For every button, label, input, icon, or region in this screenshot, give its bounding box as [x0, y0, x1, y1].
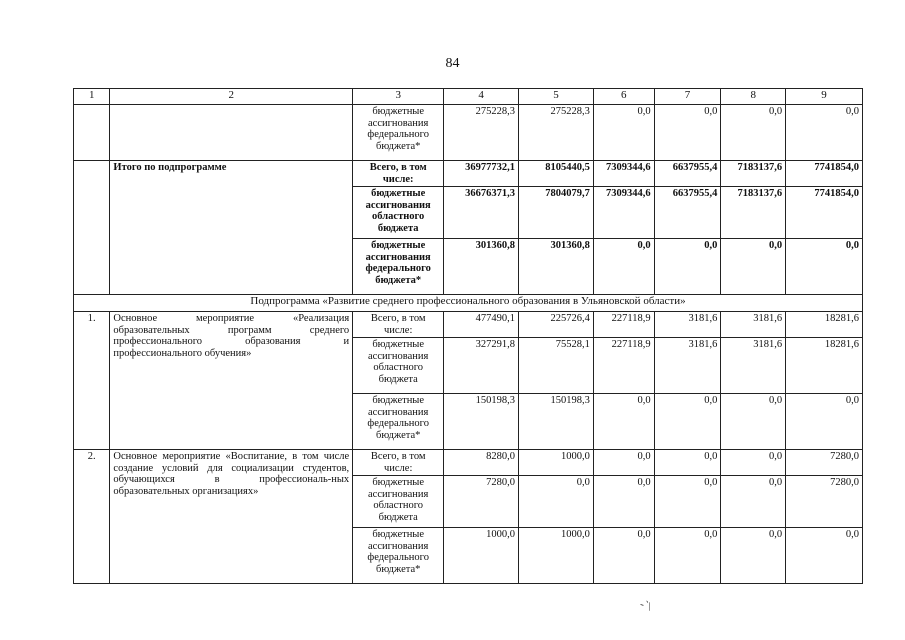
- value-cell: 8280,0: [444, 450, 519, 476]
- value-cell: 7280,0: [786, 476, 863, 528]
- funding-source: бюджетные ассигнования областного бюджета: [353, 338, 444, 394]
- value-cell: 3181,6: [721, 338, 786, 394]
- value-cell: 0,0: [654, 239, 721, 295]
- table-row: [74, 161, 863, 187]
- value-cell: 1000,0: [519, 528, 594, 584]
- value-cell: 6637955,4: [654, 187, 721, 239]
- funding-source: бюджетные ассигнования федерального бюджета*: [353, 105, 444, 161]
- funding-source: Всего, в том числе:: [353, 312, 444, 338]
- funding-source: бюджетные ассигнования федерального бюджета*: [353, 528, 444, 584]
- value-cell: 7280,0: [786, 450, 863, 476]
- value-cell: 0,0: [654, 476, 721, 528]
- value-cell: 301360,8: [444, 239, 519, 295]
- value-cell: 18281,6: [786, 312, 863, 338]
- value-cell: 0,0: [786, 394, 863, 450]
- value-cell: 0,0: [721, 239, 786, 295]
- column-number-row: [74, 89, 863, 105]
- value-cell: 7741854,0: [786, 187, 863, 239]
- table-row: [74, 312, 863, 338]
- value-cell: 7804079,7: [519, 187, 594, 239]
- value-cell: 6637955,4: [654, 161, 721, 187]
- col-header-6: 6: [593, 89, 654, 105]
- value-cell: 8105440,5: [519, 161, 594, 187]
- value-cell: 0,0: [786, 528, 863, 584]
- value-cell: 0,0: [786, 105, 863, 161]
- value-cell: 0,0: [593, 476, 654, 528]
- value-cell: 7280,0: [444, 476, 519, 528]
- subprogram-title: Подпрограмма «Развитие среднего профессионального образования в Ульяновской области»: [74, 295, 863, 312]
- item-number: 2.: [74, 450, 110, 584]
- value-cell: 3181,6: [654, 338, 721, 394]
- col-header-2: 2: [110, 89, 353, 105]
- value-cell: 3181,6: [654, 312, 721, 338]
- value-cell: 7309344,6: [593, 187, 654, 239]
- value-cell: 0,0: [721, 528, 786, 584]
- funding-source: бюджетные ассигнования областного бюджета: [353, 476, 444, 528]
- value-cell: 0,0: [721, 394, 786, 450]
- value-cell: 0,0: [721, 476, 786, 528]
- col-header-3: 3: [353, 89, 444, 105]
- value-cell: 0,0: [721, 105, 786, 161]
- col-header-8: 8: [721, 89, 786, 105]
- value-cell: 225726,4: [519, 312, 594, 338]
- value-cell: 0,0: [593, 528, 654, 584]
- col-header-4: 4: [444, 89, 519, 105]
- value-cell: 301360,8: [519, 239, 594, 295]
- value-cell: 275228,3: [444, 105, 519, 161]
- subprogram-total-label: Итого по подпрограмме: [110, 161, 353, 295]
- item-number: 1.: [74, 312, 110, 450]
- value-cell: 0,0: [654, 394, 721, 450]
- value-cell: 0,0: [654, 528, 721, 584]
- value-cell: 0,0: [721, 450, 786, 476]
- value-cell: 36676371,3: [444, 187, 519, 239]
- empty-cell: [74, 105, 110, 161]
- value-cell: 275228,3: [519, 105, 594, 161]
- empty-cell: [110, 105, 353, 161]
- table-row: [74, 295, 863, 312]
- value-cell: 0,0: [786, 239, 863, 295]
- item-description: Основное мероприятие «Воспитание, в том числе создание условий для социализации студентов, обучающихся в профессиональ-ных образовательных организациях»: [110, 450, 353, 584]
- value-cell: 1000,0: [444, 528, 519, 584]
- value-cell: 0,0: [519, 476, 594, 528]
- budget-table: [73, 88, 863, 584]
- value-cell: 18281,6: [786, 338, 863, 394]
- value-cell: 327291,8: [444, 338, 519, 394]
- page-number: 84: [445, 56, 460, 71]
- table-row: [74, 105, 863, 161]
- col-header-7: 7: [654, 89, 721, 105]
- empty-cell: [74, 161, 110, 295]
- value-cell: 150198,3: [519, 394, 594, 450]
- funding-source: бюджетные ассигнования федерального бюджета*: [353, 394, 444, 450]
- value-cell: 3181,6: [721, 312, 786, 338]
- value-cell: 150198,3: [444, 394, 519, 450]
- value-cell: 0,0: [593, 394, 654, 450]
- value-cell: 7309344,6: [593, 161, 654, 187]
- value-cell: 0,0: [593, 239, 654, 295]
- col-header-9: 9: [786, 89, 863, 105]
- funding-source: Всего, в том числе:: [353, 161, 444, 187]
- value-cell: 477490,1: [444, 312, 519, 338]
- value-cell: 0,0: [593, 105, 654, 161]
- value-cell: 0,0: [593, 450, 654, 476]
- item-description: Основное мероприятие «Реализация образовательных программ среднего профессионального образования и профессионального обучения»: [110, 312, 353, 450]
- value-cell: 36977732,1: [444, 161, 519, 187]
- funding-source: бюджетные ассигнования областного бюджета: [353, 187, 444, 239]
- value-cell: 227118,9: [593, 312, 654, 338]
- col-header-1: 1: [74, 89, 110, 105]
- value-cell: 0,0: [654, 450, 721, 476]
- funding-source: Всего, в том числе:: [353, 450, 444, 476]
- table-row: [74, 450, 863, 476]
- col-header-5: 5: [519, 89, 594, 105]
- value-cell: 7183137,6: [721, 161, 786, 187]
- value-cell: 0,0: [654, 105, 721, 161]
- pen-mark: -`\: [638, 596, 654, 614]
- value-cell: 227118,9: [593, 338, 654, 394]
- value-cell: 7183137,6: [721, 187, 786, 239]
- value-cell: 7741854,0: [786, 161, 863, 187]
- value-cell: 1000,0: [519, 450, 594, 476]
- value-cell: 75528,1: [519, 338, 594, 394]
- funding-source: бюджетные ассигнования федерального бюджета*: [353, 239, 444, 295]
